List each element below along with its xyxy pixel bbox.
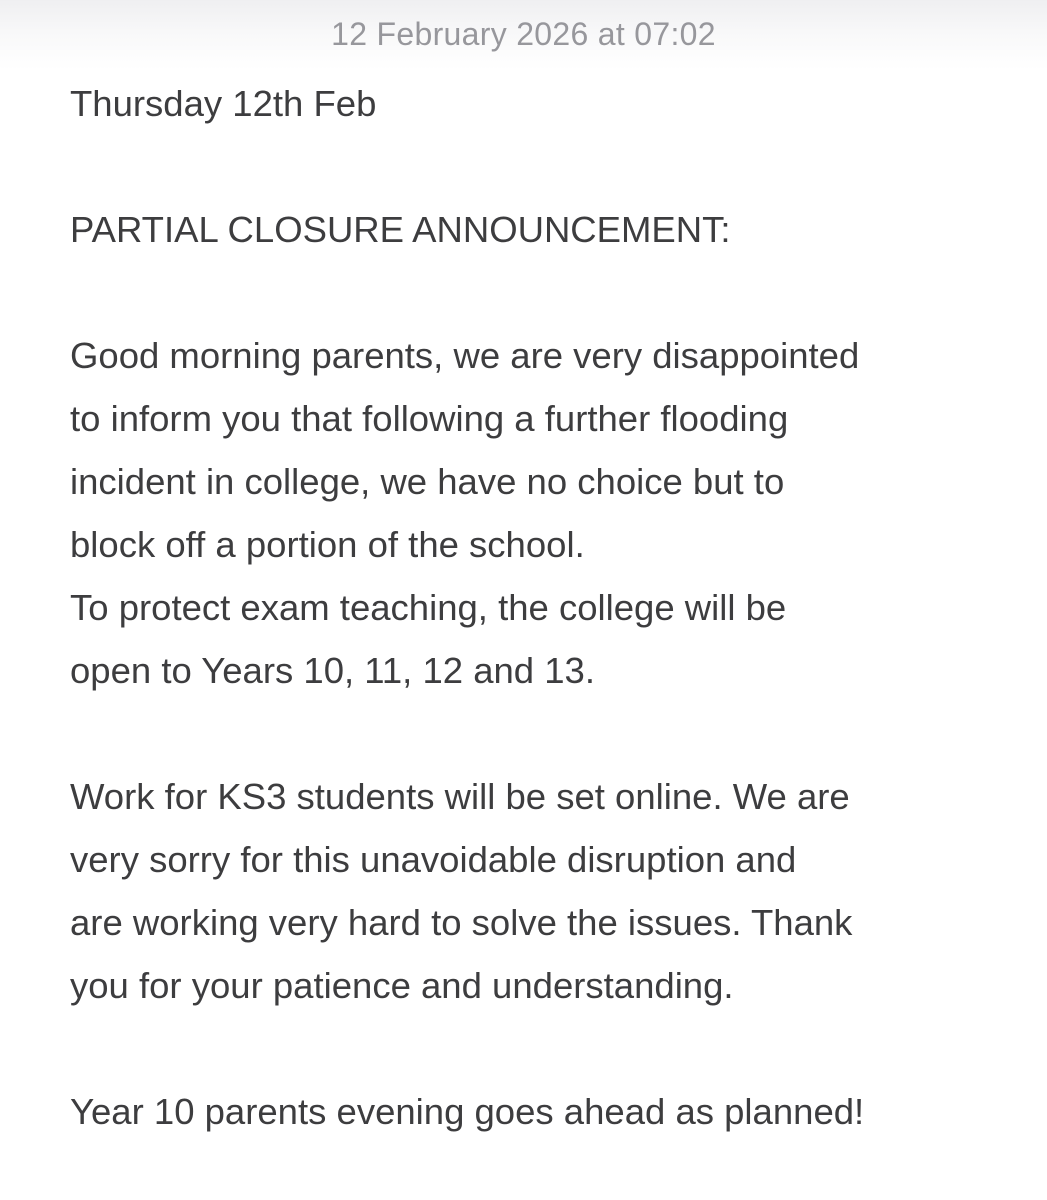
message-blank-line bbox=[70, 135, 1010, 198]
message-line: Year 10 parents evening goes ahead as planned! bbox=[70, 1091, 865, 1132]
message-blank-line bbox=[70, 261, 1010, 324]
message-line: open to Years 10, 11, 12 and 13. bbox=[70, 650, 595, 691]
message-line: Work for KS3 students will be set online. We are bbox=[70, 776, 850, 817]
message-line: are working very hard to solve the issues. Thank bbox=[70, 902, 853, 943]
message-timestamp: 12 February 2026 at 07:02 bbox=[331, 16, 716, 52]
message-line: block off a portion of the school. bbox=[70, 524, 585, 565]
message-line: Good morning parents, we are very disappointed bbox=[70, 335, 860, 376]
message-line: very sorry for this unavoidable disruption and bbox=[70, 839, 797, 880]
message-line: PARTIAL CLOSURE ANNOUNCEMENT: bbox=[70, 209, 731, 250]
message-line: incident in college, we have no choice but to bbox=[70, 461, 785, 502]
message-line: you for your patience and understanding. bbox=[70, 965, 734, 1006]
message-line: to inform you that following a further flooding bbox=[70, 398, 789, 439]
message-body[interactable] bbox=[70, 72, 1010, 1143]
message-line: To protect exam teaching, the college will be bbox=[70, 587, 787, 628]
message-blank-line bbox=[70, 702, 1010, 765]
message-line: Thursday 12th Feb bbox=[70, 83, 377, 124]
message-blank-line bbox=[70, 1017, 1010, 1080]
